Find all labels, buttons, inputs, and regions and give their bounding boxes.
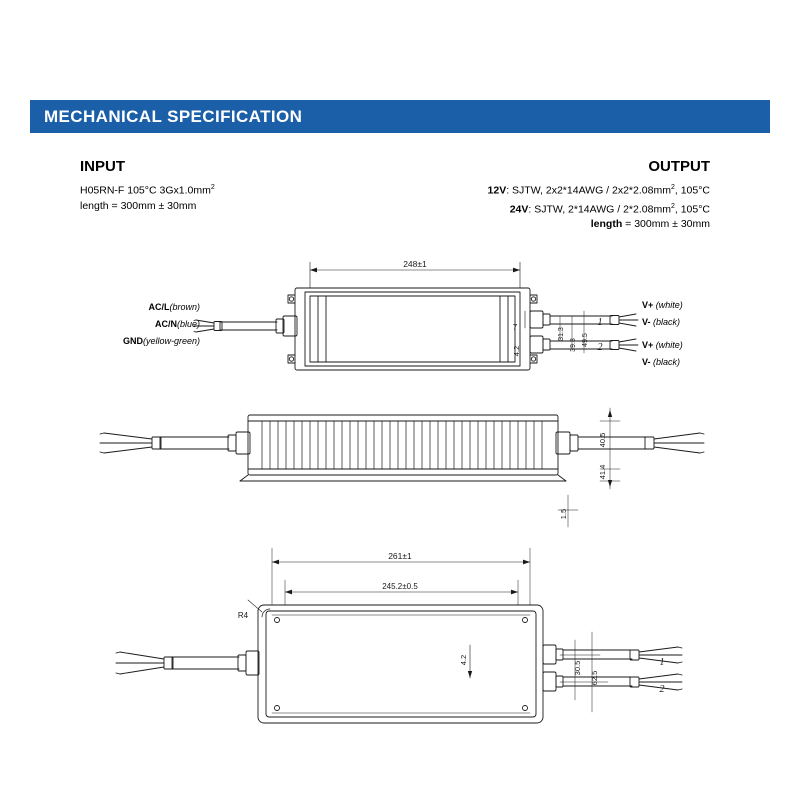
callout-1-bottom: 1 [659, 657, 665, 668]
input-cable-spec [80, 180, 215, 199]
dim-bottom-245: 245.2±0.5 [382, 582, 418, 591]
output-24v-label: 24V [509, 203, 529, 215]
label-out1-negative-bold: V- [642, 317, 651, 327]
top-view-drawing [194, 262, 638, 370]
label-out2-negative-bold: V- [642, 357, 651, 367]
page-title: MECHANICAL SPECIFICATION [44, 106, 303, 126]
label-out2-negative-italic: (black) [653, 357, 681, 367]
output-24v-spec [488, 199, 710, 218]
label-out1-positive-bold: V+ [642, 300, 654, 310]
dim-side-41-4: 41.4 [598, 464, 607, 480]
output-12v-spec [488, 180, 710, 199]
output-12v-tail: , 105°C [674, 184, 710, 197]
label-ac-n-bold: AC/N [154, 319, 177, 329]
input-spec-block [80, 158, 215, 214]
callout-2-bottom: 2 [659, 684, 665, 695]
label-out1-positive-italic: (white) [655, 300, 683, 310]
label-out2-negative [642, 357, 680, 367]
input-cable-spec-sup: 2 [210, 184, 215, 191]
label-gnd-italic: (yellow-green) [142, 336, 200, 346]
label-out1-negative [642, 317, 680, 327]
label-ac-n [60, 319, 200, 329]
label-gnd [40, 336, 200, 346]
label-out1-negative-italic: (black) [653, 317, 681, 327]
output-length-label: length [590, 218, 623, 230]
output-length-value: = 300mm ± 30mm [622, 218, 710, 230]
dim-bottom-62-5: 62.5 [590, 670, 599, 686]
output-24v-tail: , 105°C [674, 203, 710, 215]
output-12v-sup: 2 [670, 184, 675, 191]
dim-conn-39-3: 39.3 [570, 338, 577, 352]
output-12v-label: 12V [487, 184, 507, 197]
dim-r4: R4 [237, 611, 249, 620]
label-ac-l-italic: (brown) [169, 302, 200, 312]
dim-top-4-2: 4.2 [512, 345, 521, 357]
dim-top-7: 7 [512, 323, 518, 332]
output-24v-sup: 2 [670, 202, 675, 210]
input-length: length = 300mm ± 30mm [80, 199, 197, 212]
label-out2-positive [642, 340, 683, 350]
output-24v-text: : SJTW, 2*14AWG / 2*2.08mm [528, 203, 671, 215]
output-spec-block [488, 158, 710, 232]
callout-2-top: 2 [597, 342, 603, 353]
input-cable-spec-text: H05RN-F 105°C 3Gx1.0mm [80, 184, 211, 197]
dim-conn-31-3: 31.3 [558, 327, 565, 341]
dim-bottom-261: 261±1 [388, 551, 412, 561]
dim-side-40-5: 40.5 [598, 432, 607, 448]
label-gnd-bold: GND [122, 336, 143, 346]
dim-top-length: 248±1 [403, 259, 427, 269]
bottom-view-drawing [116, 548, 682, 723]
output-12v-text: : SJTW, 2x2*14AWG / 2x2*2.08mm [506, 184, 671, 197]
label-out1-positive [642, 300, 683, 310]
label-ac-l-bold: AC/L [148, 302, 170, 312]
input-title: INPUT [80, 158, 125, 175]
output-length [488, 217, 710, 232]
side-view-drawing [100, 408, 704, 527]
label-ac-n-italic: (blue) [176, 319, 200, 329]
callout-1-top: 1 [597, 317, 603, 328]
dim-side-1-5: 1.5 [559, 508, 568, 520]
label-out2-positive-italic: (white) [655, 340, 683, 350]
dim-bottom-4-2: 4.2 [459, 654, 468, 666]
dim-bottom-30-5: 30.5 [573, 660, 582, 676]
label-ac-l [60, 302, 200, 312]
output-title: OUTPUT [648, 158, 710, 175]
label-out2-positive-bold: V+ [642, 340, 654, 350]
section-header [30, 100, 770, 133]
dim-conn-49-5: 49.5 [582, 333, 589, 347]
